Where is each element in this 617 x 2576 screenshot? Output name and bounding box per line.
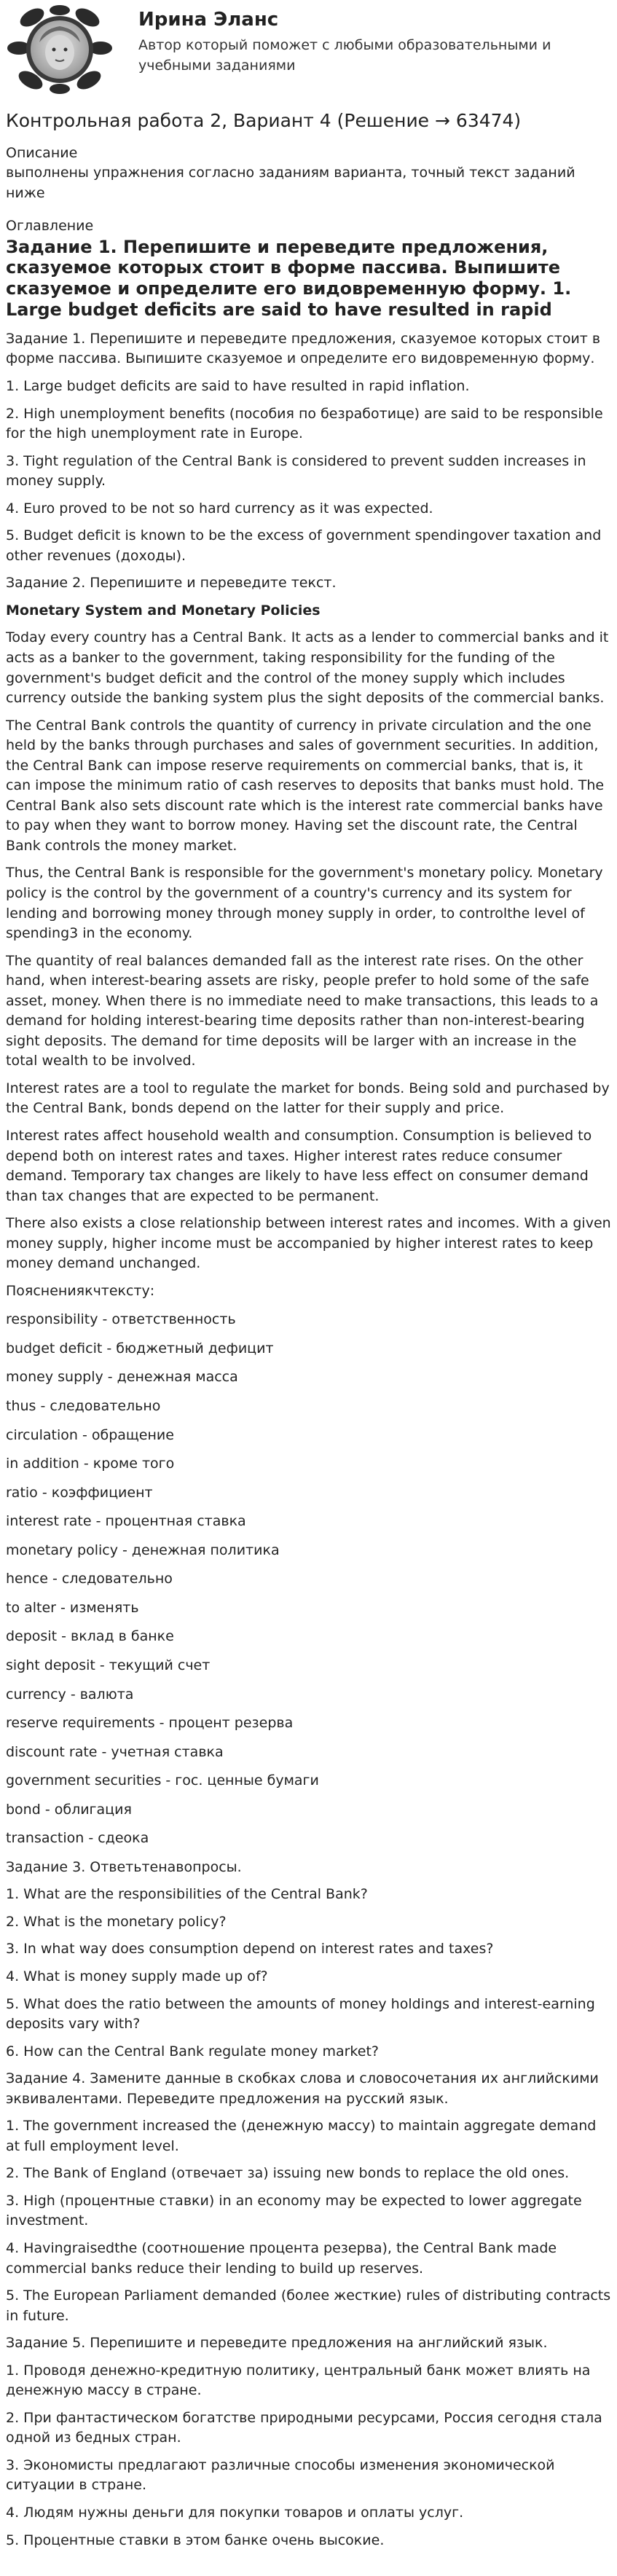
vocabulary-item: circulation - обращение [6,1426,174,1443]
vocabulary-item: sight deposit - текущий счет [6,1657,211,1673]
toc-label: Оглавление [6,218,94,235]
vocabulary-item: ratio - коэффициент [6,1484,153,1501]
vocabulary-item: reserve requirements - процент резерва [6,1715,294,1732]
vocabulary-item: monetary policy - денежная политика [6,1542,280,1558]
text-title: Monetary System and Monetary Policies [6,602,321,619]
vocabulary-label: Пояснениякчтексту: [6,1282,155,1299]
text-paragraph: Interest rates affect household wealth and consumption. Consumption is believed to depend both on interest rates and taxes. Higher interest rates reduce consumer demand. Temporary tax changes are likely to have less effect on consumer demand than tax changes that are expected to be permanent. [6,1128,592,1204]
text-paragraph: Today every country has a Central Bank. It acts as a lender to commercial banks and it acts as a banker to the government, taking responsibility for the funding of the government's budget deficit and the control of the money supply which includes currency outside the banking system plus the sight deposits of the commercial banks. [6,629,609,707]
task3-item: 5. What does the ratio between the amounts of money holdings and interest-earning deposits vary with? [6,1995,595,2033]
text-paragraph: Thus, the Central Bank is responsible for the government's monetary policy. Monetary policy is the control by the government of a country's currency and its system for lending and borrowing money through money supply in order, to controlthe level of spending3 in the economy. [6,865,603,942]
vocabulary-item: in addition - кроме того [6,1456,175,1472]
author-header [6,0,611,96]
vocabulary-item: money supply - денежная масса [6,1369,238,1386]
toc-heading: Задание 1. Перепишите и переведите предложения, сказуемое которых стоит в форме пассива. Выпишите сказуемое и определите его видовременную форму. 1. Large budget deficits are said to have resulted in rapid [6,236,572,321]
vocabulary-item: interest rate - процентная ставка [6,1513,246,1530]
vocabulary-item: discount rate - учетная ставка [6,1743,224,1760]
task4-item: 1. The government increased the (денежную массу) to maintain aggregate demand at full employment level. [6,2118,597,2154]
text-paragraph: The Central Bank controls the quantity of currency in private circulation and the one held by the banks through purchases and sales of government securities. In addition, the Central Bank can impose reserve requirements on commercial banks, that is, it can impose the minimum ratio of cash reserves to deposits that banks must hold. The Central Bank also sets discount rate which is the interest rate commercial banks have to pay when they want to borrow money. Having set the discount rate, the Central Bank controls the money market. [6,717,605,854]
vocabulary-item: bond - облигация [6,1801,132,1818]
task3-intro: Задание 3. Ответьтенавопросы. [6,1858,242,1875]
vocabulary-item: thus - следовательно [6,1398,161,1415]
text-paragraph: The quantity of real balances demanded fall as the interest rate rises. On the other hand, when interest-bearing assets are risky, people prefer to hold some of the safe asset, money. When there is no immediate need to make transactions, this leads to a demand for holding interest-bearing time deposits rather than non-interest-bearing sight deposits. The demand for time deposits will be larger with an increase in the total wealth to be involved. [6,952,599,1069]
task5-item: 1. Проводя денежно-кредитную политику, центральный банк может влиять на денежную массу в стране. [6,2362,591,2399]
vocabulary-item: responsibility - ответственность [6,1311,236,1328]
task4-item: 3. High (процентные ставки) in an economy may be expected to lower aggregate investment. [6,2192,582,2229]
text-paragraph: Interest rates are a tool to regulate the market for bonds. Being sold and purchased by the Central Bank, bonds depend on the latter for their supply and price. [6,1080,610,1117]
task5-item: 5. Процентные ставки в этом банке очень высокие. [6,2532,385,2548]
author-description: Автор который поможет с любыми образовательными и учебными заданиями [138,37,551,74]
task3-item: 3. In what way does consumption depend on interest rates and taxes? [6,1941,494,1957]
author-name[interactable]: Ирина Эланс [138,9,279,31]
page-title: Контрольная работа 2, Вариант 4 (Решение → 63474) [6,110,522,131]
vocabulary-item: to alter - изменять [6,1599,139,1616]
avatar-image-icon [6,4,114,95]
task1-item: 4. Euro proved to be not so hard currency as it was expected. [6,500,433,517]
task5-item: 3. Экономисты предлагают различные способы изменения экономической ситуации в стране. [6,2457,555,2494]
task1-item: 2. High unemployment benefits (пособия по безработице) are said to be responsible for the high unemployment rate in Europe. [6,405,603,442]
task5-item: 2. При фантастическом богатстве природными ресурсами, Россия сегодня стала одной из бедных стран. [6,2409,602,2446]
task4-intro: Задание 4. Замените данные в скобках слова и словосочетания их английскими эквивалентами. Переведите предложения на русский язык. [6,2070,599,2107]
task2-intro: Задание 2. Перепишите и переведите текст. [6,575,337,592]
task1-item: 1. Large budget deficits are said to have resulted in rapid inflation. [6,377,470,394]
description-label: Описание [6,144,78,161]
task5-intro: Задание 5. Перепишите и переведите предложения на английский язык. [6,2335,548,2352]
task4-item: 2. The Bank of England (отвечает за) issuing new bonds to replace the old ones. [6,2165,570,2182]
task1-intro: Задание 1. Перепишите и переведите предложения, сказуемое которых стоит в форме пассива. Выпишите сказуемое и определите его видовременную форму. [6,330,601,367]
vocabulary-item: transaction - сдеока [6,1830,149,1847]
task1-item: 3. Tight regulation of the Central Bank is considered to prevent sudden increases in money supply. [6,452,586,490]
task1-item: 5. Budget deficit is known to be the excess of government spendingover taxation and other revenues (доходы). [6,527,602,564]
vocabulary-item: currency - валюта [6,1686,134,1703]
vocabulary-list [6,1281,611,1849]
vocabulary-item: deposit - вклад в банке [6,1628,174,1645]
task3-item: 4. What is money supply made up of? [6,1968,268,1984]
task4-item: 5. The European Parliament demanded (более жесткие) rules of distributing contracts in future. [6,2288,611,2324]
task5-item: 4. Людям нужны деньги для покупки товаров и оплаты услуг. [6,2505,464,2521]
vocabulary-item: government securities - гос. ценные бумаги [6,1772,319,1789]
avatar [6,4,114,95]
task3-item: 6. How can the Central Bank regulate money market? [6,2043,379,2059]
task4-item: 4. Havingraisedthe (соотношение процента резерва), the Central Bank made commercial banks reduce their lending to build up reserves. [6,2239,557,2277]
text-paragraph: There also exists a close relationship between interest rates and incomes. With a given money supply, higher income must be accompanied by higher interest rates to keep money demand unchanged. [6,1215,611,1272]
author-info [138,4,605,76]
vocabulary-item: budget deficit - бюджетный дефицит [6,1340,274,1356]
task3-item: 2. What is the monetary policy? [6,1913,227,1930]
vocabulary-item: hence - следовательно [6,1571,173,1587]
task3-item: 1. What are the responsibilities of the Central Bank? [6,1886,368,1903]
description-text: выполнены упражнения согласно заданиям варианта, точный текст заданий ниже [6,165,575,201]
